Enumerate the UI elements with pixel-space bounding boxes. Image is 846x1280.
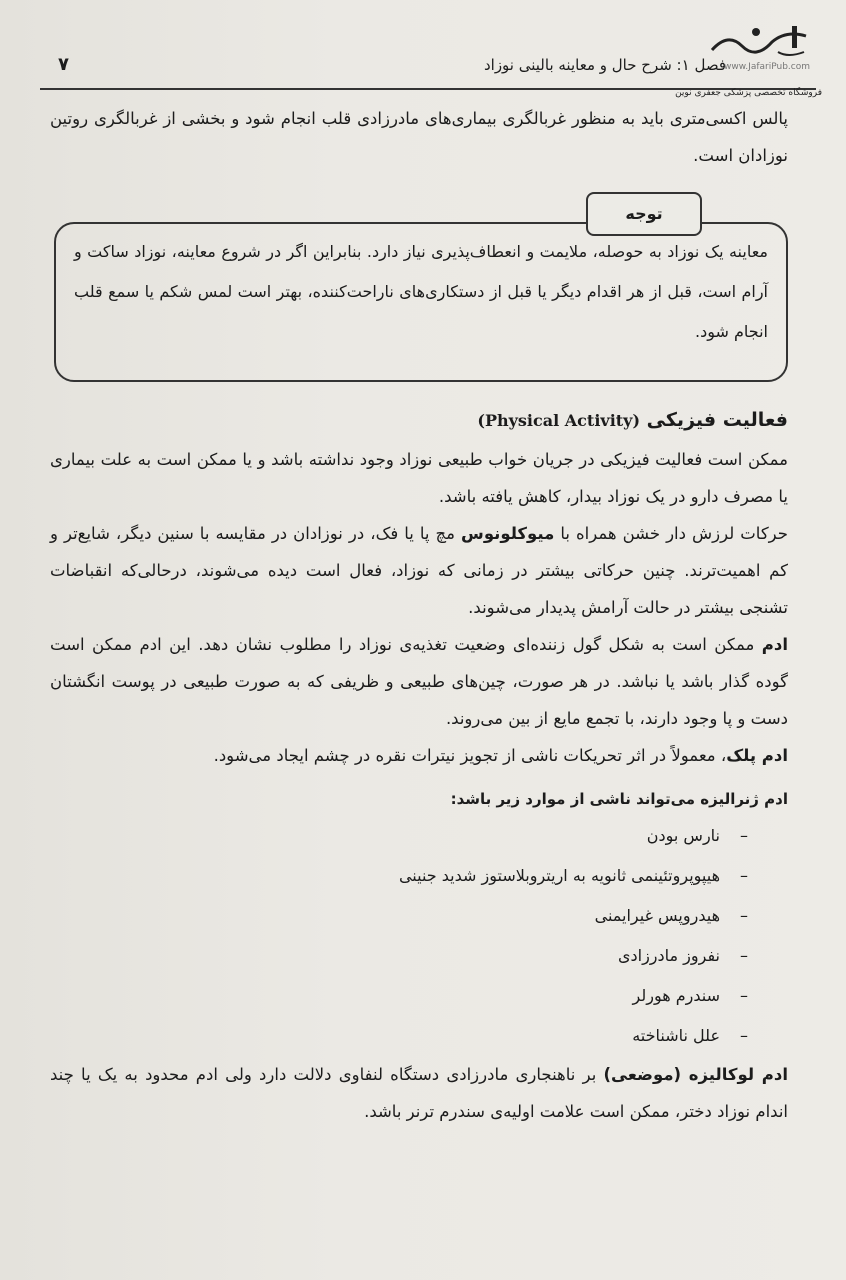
paragraph-4 xyxy=(50,737,788,774)
publisher-logo-icon xyxy=(708,22,812,62)
causes-list xyxy=(50,816,788,1056)
section-heading xyxy=(50,400,788,441)
note-box xyxy=(54,222,788,382)
list-item: –علل ناشناخته xyxy=(50,1016,748,1056)
paragraph-3 xyxy=(50,626,788,737)
p5-end: بر ناهنجاری مادرزادی دستگاه لنفاوی دلالت دارد ولی ادم محدود به یک یا چند اندام نوزاد دختر، ممکن است علامت اولیه‌ی سندرم ترنر باشد. xyxy=(50,1065,788,1121)
list-item: –نارس بودن xyxy=(50,816,748,856)
dash-bullet: – xyxy=(740,986,748,1005)
section-title: فعالیت فیزیکی xyxy=(646,409,788,431)
dash-bullet: – xyxy=(740,826,748,845)
running-title: فصل ۱: شرح حال و معاینه بالینی نوزاد xyxy=(483,56,726,74)
dash-bullet: – xyxy=(740,906,748,925)
publisher-logo xyxy=(698,22,816,82)
dash-bullet: – xyxy=(740,1026,748,1045)
list-item: –سندرم هورلر xyxy=(50,976,748,1016)
p2-bold-term: میوکلونوس xyxy=(461,524,555,543)
list-item: –نفروز مادرزادی xyxy=(50,936,748,976)
list-item: –هیدروپس غیرایمنی xyxy=(50,896,748,936)
logo-url: www.JafariPub.com xyxy=(724,62,810,72)
note-text: معاینه یک نوزاد به حوصله، ملایمت و انعطاف‌پذیری نیاز دارد. بنابراین اگر در شروع معاینه، نوزاد ساکت و آرام است، قبل از هر اقدام دیگر یا قبل از دستکاری‌های ناراحت‌کننده، بهتر است لمس شکم یا سمع قلب انجام شود. xyxy=(74,242,768,341)
p2-end: مچ پا یا فک، در نوزادان در مقایسه با سنین دیگر، شایع‌تر و کم اهمیت‌ترند. چنین حرکاتی بیشتر در زمانی که نوزاد، فعال است دیده می‌شوند، درحالی‌که انقباضات تشنجی بیشتر در حالت آرامش پدیدار می‌شوند. xyxy=(50,524,788,617)
p4-bold-term: ادم پلک xyxy=(726,746,788,765)
p2-start: حرکات لرزش دار خشن همراه با xyxy=(554,524,788,543)
note-title: توجه xyxy=(586,192,702,236)
intro-paragraph: پالس اکسی‌متری باید به منظور غربالگری بیماری‌های مادرزادی قلب انجام شود و بخشی از غربالگری روتین نوزادان است. xyxy=(50,109,788,165)
list-title: ادم ژنرالیزه می‌تواند ناشی از موارد زیر باشد: xyxy=(450,790,788,808)
page-number: ۷ xyxy=(58,54,69,75)
paragraph-5 xyxy=(50,1056,788,1130)
list-item: –هیپوپروتئینمی ثانویه به اریتروبلاستوز شدید جنینی xyxy=(50,856,748,896)
p3-bold-term: ادم xyxy=(761,635,788,654)
paragraph-1: ممکن است فعالیت فیزیکی در جریان خواب طبیعی نوزاد وجود نداشته باشد و یا ممکن است به علت بیماری یا مصرف دارو در یک نوزاد بیدار، کاهش یافته باشد. xyxy=(50,450,788,506)
dash-bullet: – xyxy=(740,866,748,885)
paragraph-2 xyxy=(50,515,788,626)
dash-bullet: – xyxy=(740,946,748,965)
page-content xyxy=(50,100,788,1130)
p3-end: ممکن است به شکل گول زننده‌ای وضعیت تغذیه‌ی نوزاد را مطلوب نشان دهد. این ادم ممکن است گوده گذار باشد یا نباشد. در هر صورت، چین‌های طبیعی و ظریفی که به صورت طبیعی در پوست انگشتان دست و پا وجود دارند، با تجمع مایع از بین می‌روند. xyxy=(50,635,788,728)
note-callout xyxy=(50,192,788,382)
p5-bold-term: ادم لوکالیزه (موضعی) xyxy=(603,1065,788,1084)
logo-subtitle: فروشگاه تخصصی پزشکی جعفری نوین xyxy=(675,88,822,98)
section-title-en: (Physical Activity) xyxy=(477,411,641,430)
p4-end: ، معمولاً در اثر تحریکات ناشی از تجویز نیترات نقره در چشم ایجاد می‌شود. xyxy=(213,746,727,765)
